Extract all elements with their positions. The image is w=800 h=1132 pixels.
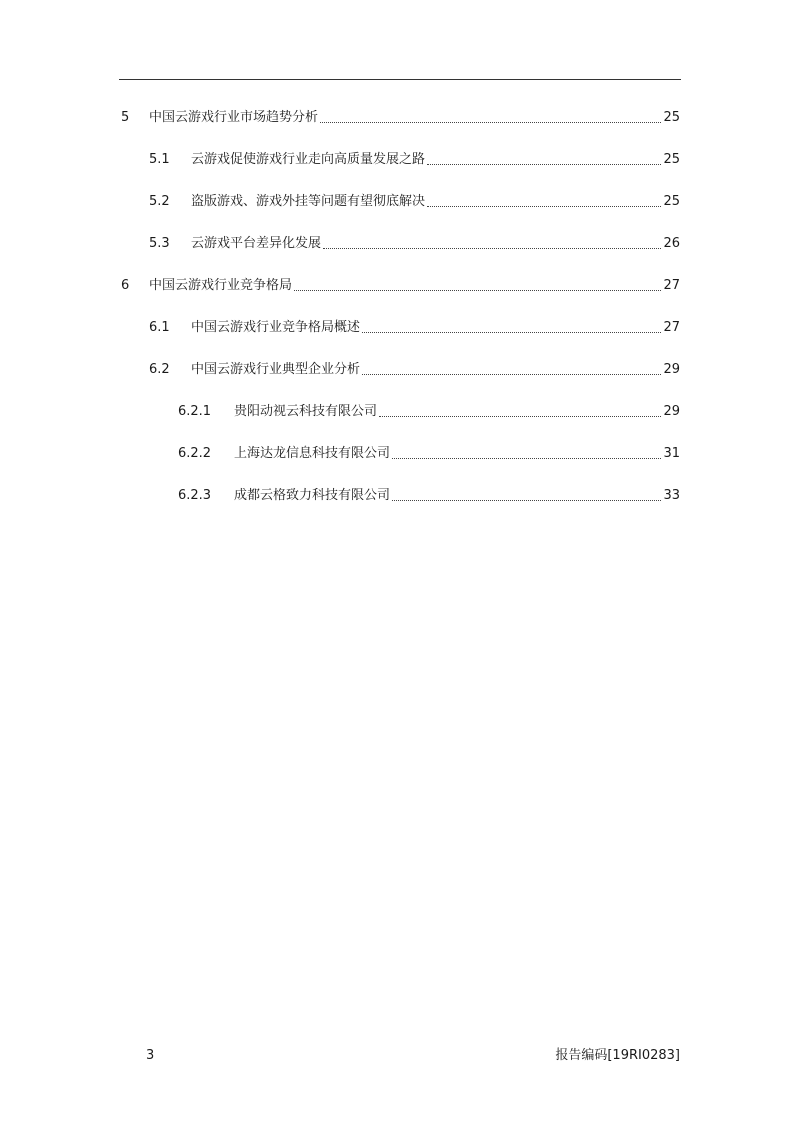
toc-entry-page: 26 [663,236,680,251]
dot-leader [323,248,661,249]
dot-leader [427,164,661,165]
toc-entry-number: 6.2.3 [178,488,212,503]
dot-leader [362,332,661,333]
toc-entry-title: 云游戏平台差异化发展 [191,236,322,251]
toc-entry-page: 25 [663,152,680,167]
toc-entry-title: 云游戏促使游戏行业走向高质量发展之路 [191,152,426,167]
toc-entry-6-2-2[interactable] [178,444,680,464]
toc-entry-title: 中国云游戏行业竞争格局概述 [191,320,361,335]
toc-entry-number: 5 [121,110,130,125]
toc-entry-page: 27 [663,278,680,293]
toc-entry-number: 5.2 [149,194,170,209]
toc-entry-page: 25 [663,110,680,125]
toc-entry-6-1[interactable] [149,318,680,338]
toc-entry-6-2[interactable] [149,360,680,380]
dot-leader [427,206,661,207]
toc-entry-5[interactable] [121,108,680,128]
toc-entry-page: 33 [663,488,680,503]
toc-entry-title: 盗版游戏、游戏外挂等问题有望彻底解决 [191,194,426,209]
toc-entry-page: 29 [663,404,680,419]
dot-leader [392,500,661,501]
footer-report-code: 报告编码[19RI0283] [555,1048,680,1063]
toc-entry-number: 6 [121,278,130,293]
toc-entry-title: 成都云格致力科技有限公司 [234,488,391,503]
toc-entry-number: 5.3 [149,236,170,251]
toc-entry-title: 贵阳动视云科技有限公司 [234,404,378,419]
toc-entry-6-2-3[interactable] [178,486,680,506]
footer-page-number: 3 [146,1048,155,1063]
toc-entry-page: 25 [663,194,680,209]
toc-entry-number: 6.1 [149,320,170,335]
toc-entry-page: 29 [663,362,680,377]
dot-leader [392,458,661,459]
toc-entry-number: 6.2.2 [178,446,212,461]
toc-entry-5-1[interactable] [149,150,680,170]
toc-entry-title: 中国云游戏行业典型企业分析 [191,362,361,377]
toc-entry-page: 27 [663,320,680,335]
header-rule [119,79,681,80]
dot-leader [294,290,661,291]
toc-entry-title: 上海达龙信息科技有限公司 [234,446,391,461]
toc-entry-6-2-1[interactable] [178,402,680,422]
dot-leader [379,416,661,417]
dot-leader [320,122,661,123]
toc-entry-title: 中国云游戏行业市场趋势分析 [149,110,319,125]
toc-entry-page: 31 [663,446,680,461]
toc-entry-5-3[interactable] [149,234,680,254]
toc-entry-number: 6.2 [149,362,170,377]
toc-entry-6[interactable] [121,276,680,296]
dot-leader [362,374,661,375]
toc-entry-number: 5.1 [149,152,170,167]
toc-entry-5-2[interactable] [149,192,680,212]
toc-entry-number: 6.2.1 [178,404,212,419]
toc-entry-title: 中国云游戏行业竞争格局 [149,278,293,293]
